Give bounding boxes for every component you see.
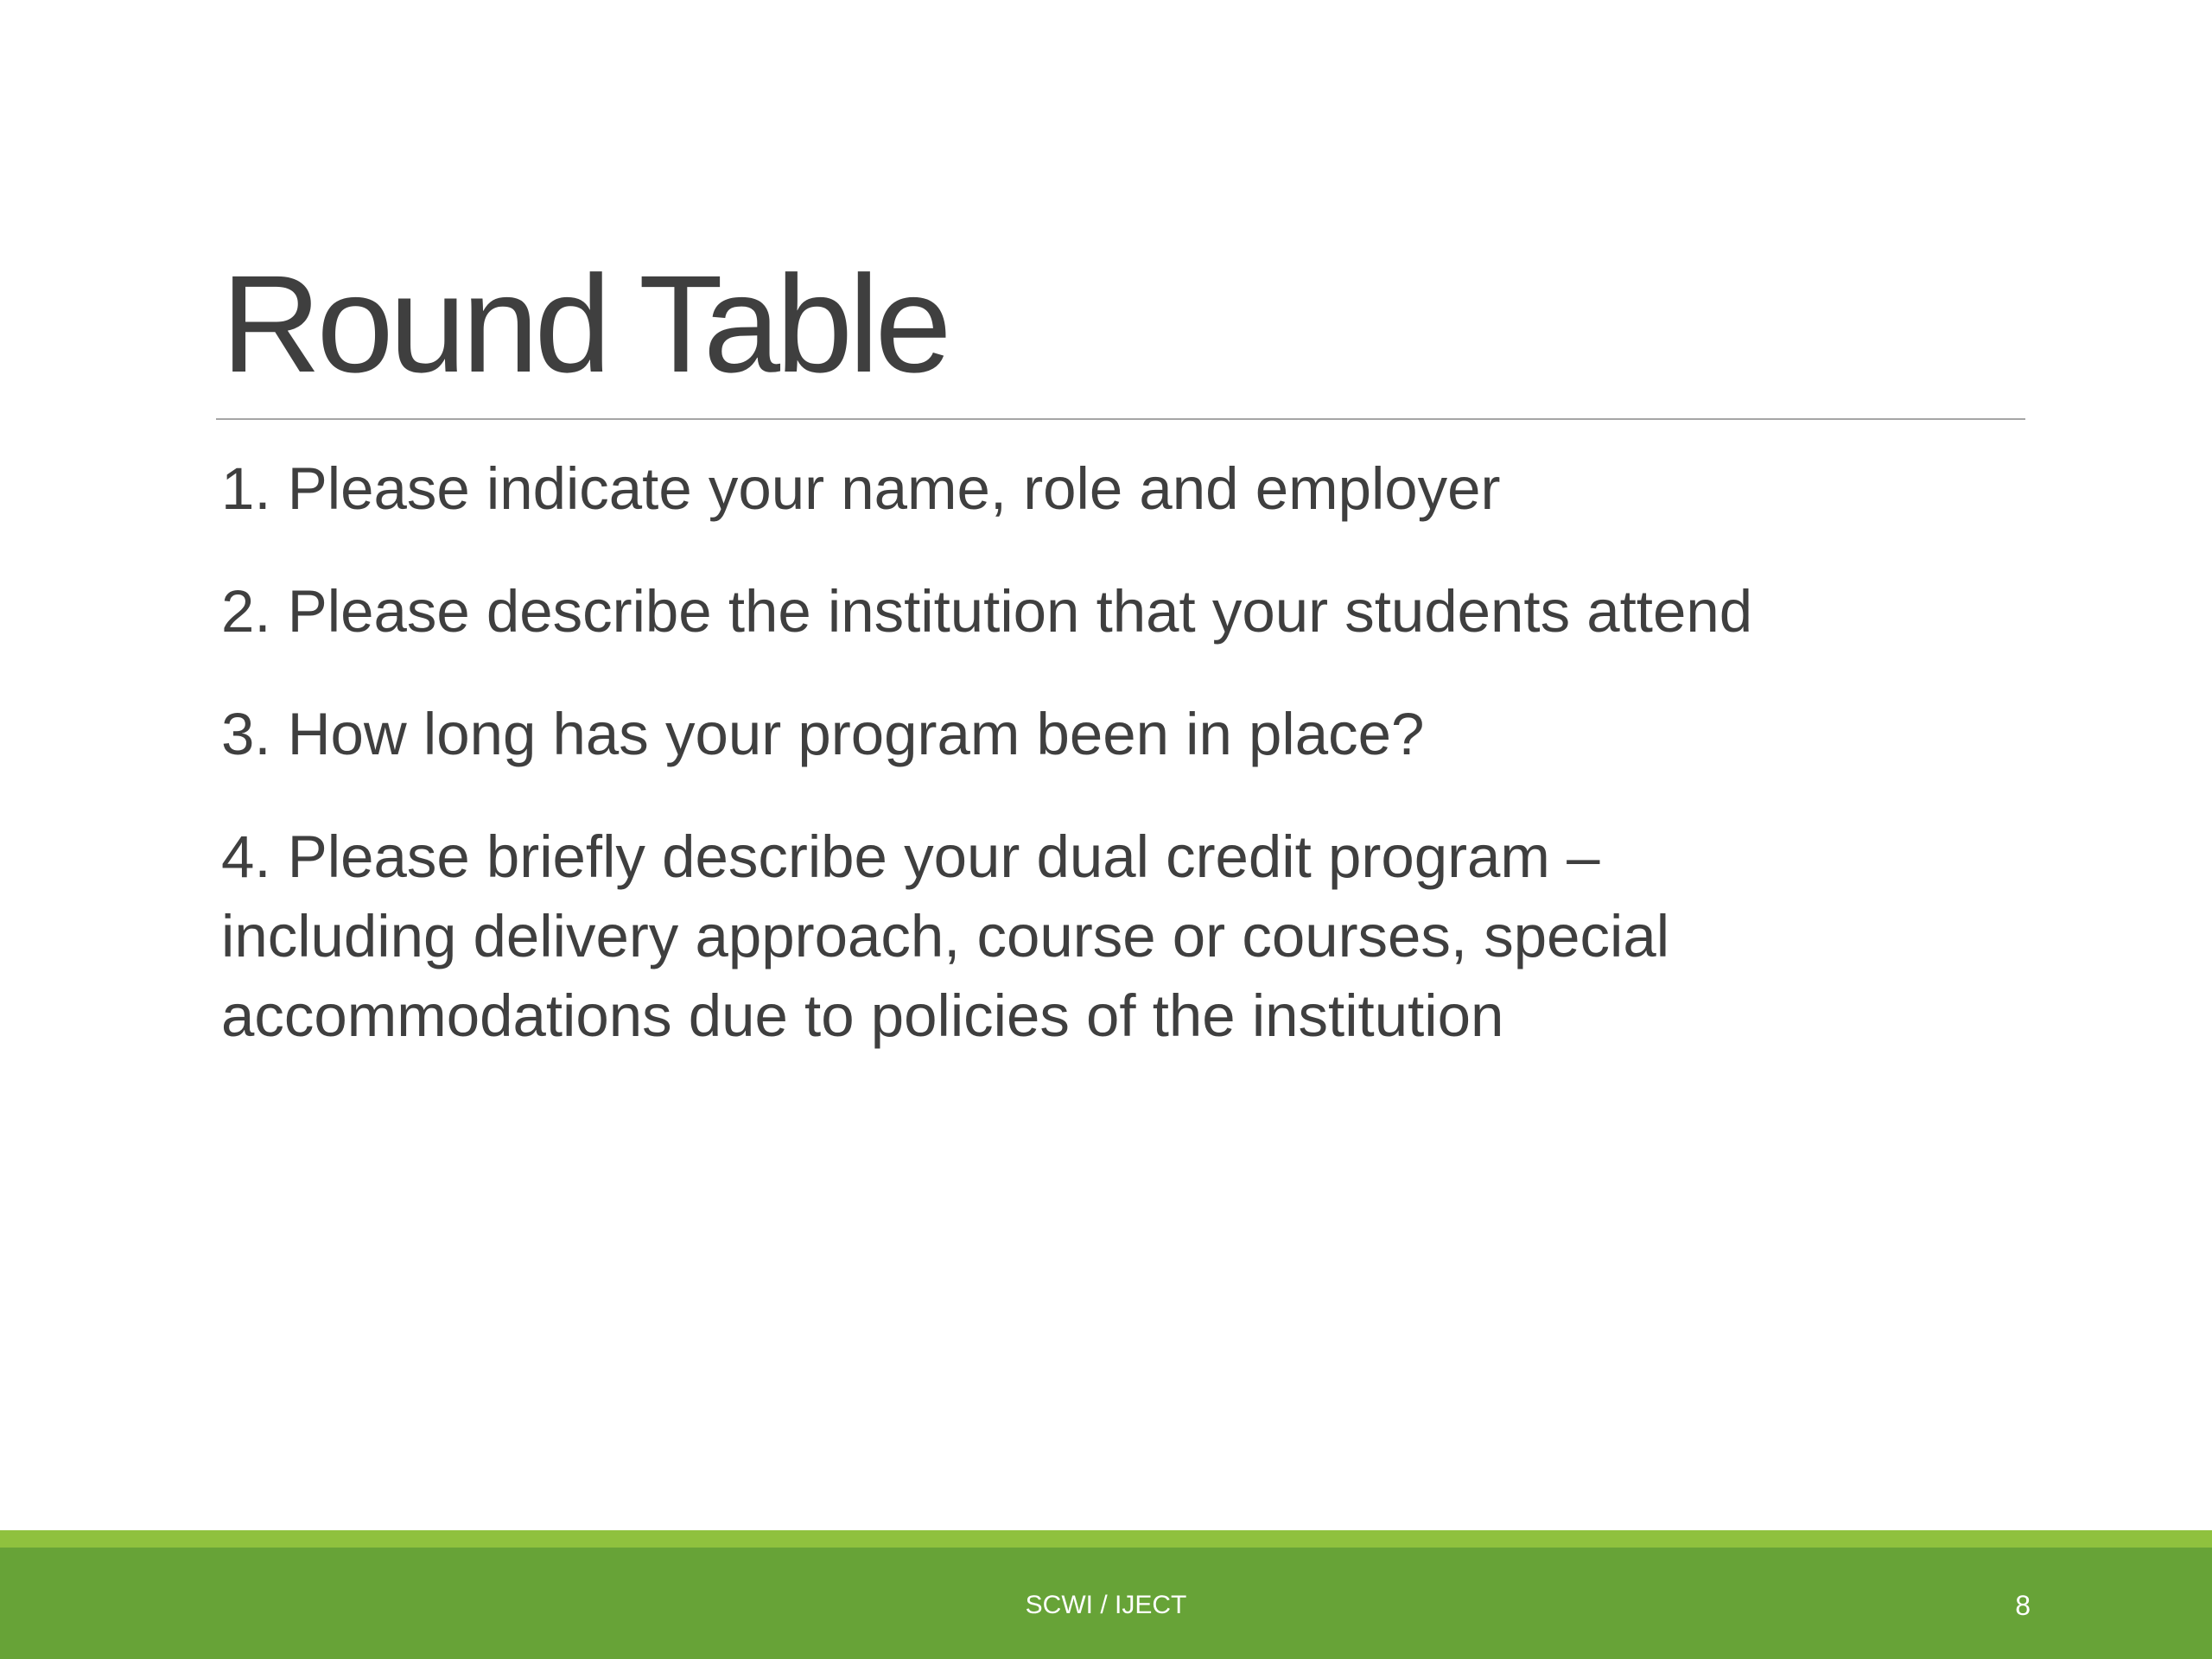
question-item-3: 3. How long has your program been in place? (221, 701, 1425, 767)
title-divider (216, 418, 2025, 420)
question-item-2: 2. Please describe the institution that your students attend (221, 578, 1753, 645)
question-list (221, 449, 2070, 1099)
question-item-4-line-1: 4. Please briefly describe your dual credit program – (221, 823, 1600, 890)
page-number: 8 (2015, 1590, 2031, 1621)
footer-accent-stripe (0, 1530, 2212, 1548)
question-item-1: 1. Please indicate your name, role and employer (221, 455, 1501, 522)
footer-text: SCWI / IJECT (1025, 1591, 1187, 1619)
question-item-4-line-3: accommodations due to policies of the institution (221, 982, 1504, 1049)
slide-title: Round Table (221, 246, 948, 401)
question-item-4 (221, 817, 2070, 1056)
question-item-4-line-2: including delivery approach, course or courses, special (221, 903, 1670, 969)
